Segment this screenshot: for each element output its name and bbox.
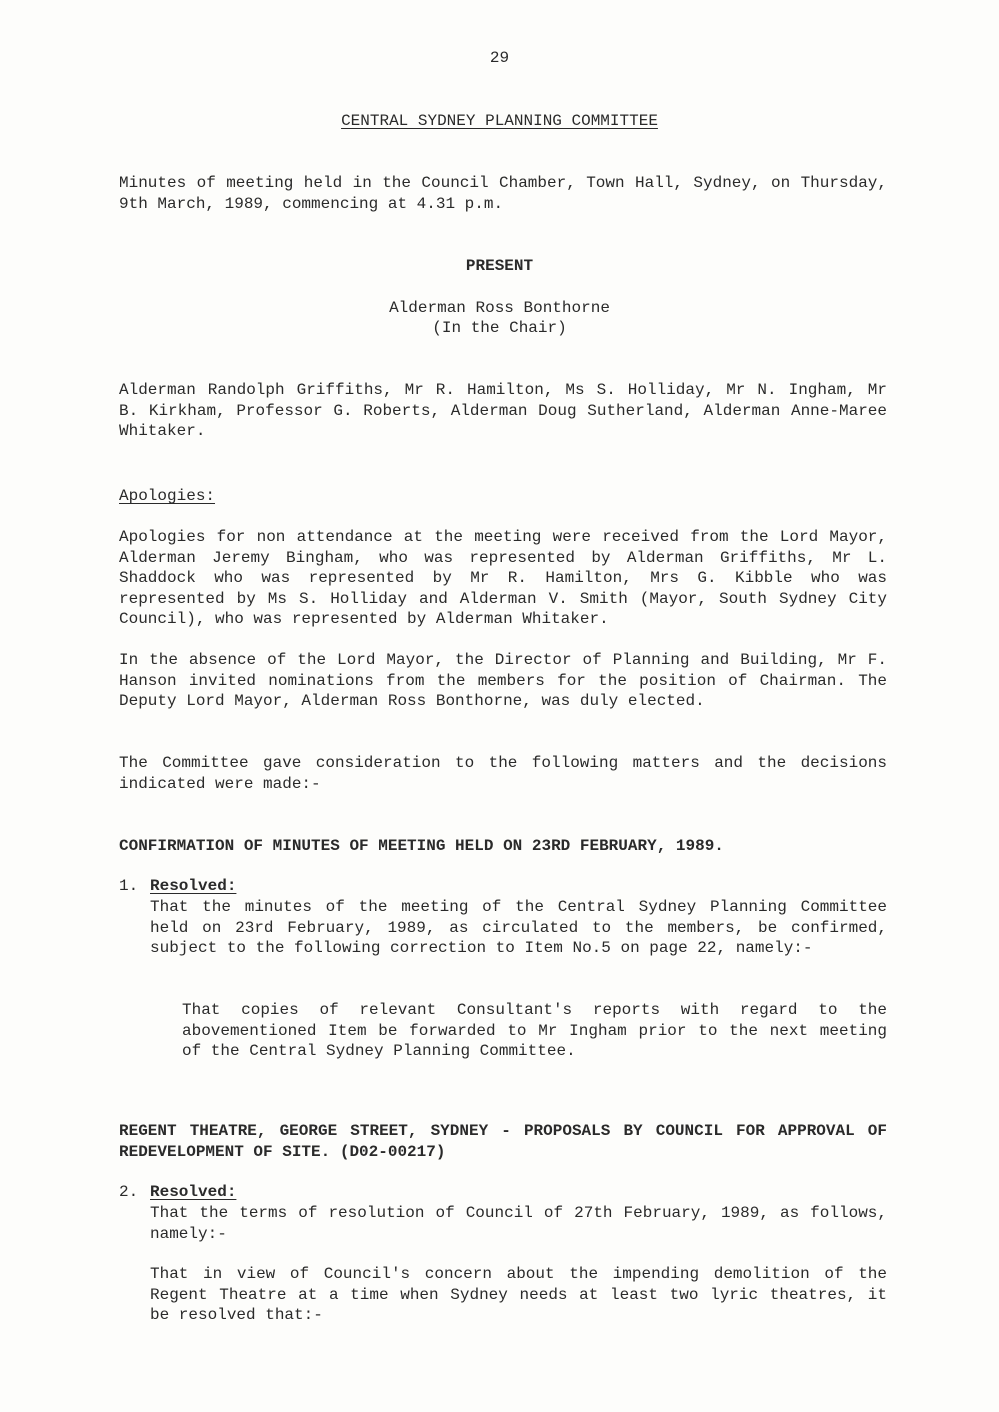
page-number: 29 [489, 49, 510, 67]
item1-resolved-wrap [150, 876, 887, 897]
apologies-paragraph: Apologies for non attendance at the meeting were received from the Lord Mayor, Alderman Jeremy Bingham, who was represented by Alderman Griffiths, Mr L. Shaddock who was represented by Mr R. Hamilton, Mrs G. Kibble who was represented by Ms S. Holliday and Alderman V. Smith (Mayor, South Sydney City Council), who was represented by Alderman Whitaker. [119, 528, 887, 628]
item1-resolved: Resolved: [150, 877, 237, 895]
item2-resolved-wrap [150, 1182, 887, 1203]
item2-text: That the terms of resolution of Council of 27th February, 1989, as follows, namely:- [150, 1204, 887, 1243]
present-heading: PRESENT [465, 257, 534, 275]
document-title: CENTRAL SYDNEY PLANNING COMMITTEE [341, 112, 658, 130]
apologies-heading-wrap [119, 486, 887, 507]
item1-heading: CONFIRMATION OF MINUTES OF MEETING HELD ON 23RD FEBRUARY, 1989. [119, 837, 724, 855]
chair-name: Alderman Ross Bonthorne [389, 299, 610, 317]
item2-quote: That in view of Council's concern about the impending demolition of the Regent Theatre at a time when Sydney needs at least two lyric theatres, it be resolved that:- [150, 1265, 887, 1324]
title-wrap [0, 111, 999, 132]
chair-note: (In the Chair) [432, 319, 567, 337]
apologies-heading: Apologies: [119, 487, 216, 505]
intro-paragraph: Minutes of meeting held in the Council Chamber, Town Hall, Sydney, on Thursday, 9th March, 1989, commencing at 4.31 p.m. [119, 174, 887, 213]
item2-heading: REGENT THEATRE, GEORGE STREET, SYDNEY - PROPOSALS BY COUNCIL FOR APPROVAL OF REDEVELOPMENT OF SITE. (D02-00217) [119, 1122, 887, 1161]
members-list: Alderman Randolph Griffiths, Mr R. Hamilton, Ms S. Holliday, Mr N. Ingham, Mr B. Kirkham, Professor G. Roberts, Alderman Doug Sutherland, Alderman Anne-Maree Whitaker. [119, 381, 887, 440]
item2-resolved: Resolved: [150, 1183, 237, 1201]
consideration-paragraph: The Committee gave consideration to the following matters and the decisions indicated were made:- [119, 754, 887, 793]
item2-number: 2. [119, 1183, 139, 1201]
item1-text: That the minutes of the meeting of the Central Sydney Planning Committee held on 23rd February, 1989, as circulated to the members, be confirmed, subject to the following correction to Item No.5 on page 22, namely:- [150, 898, 887, 957]
item1-correction: That copies of relevant Consultant's reports with regard to the abovementioned Item be forwarded to Mr Ingham prior to the next meeting of the Central Sydney Planning Committee. [182, 1001, 887, 1060]
election-paragraph: In the absence of the Lord Mayor, the Director of Planning and Building, Mr F. Hanson invited nominations from the members for the position of Chairman. The Deputy Lord Mayor, Alderman Ross Bonthorne, was duly elected. [119, 651, 887, 710]
item1-number: 1. [119, 877, 139, 895]
